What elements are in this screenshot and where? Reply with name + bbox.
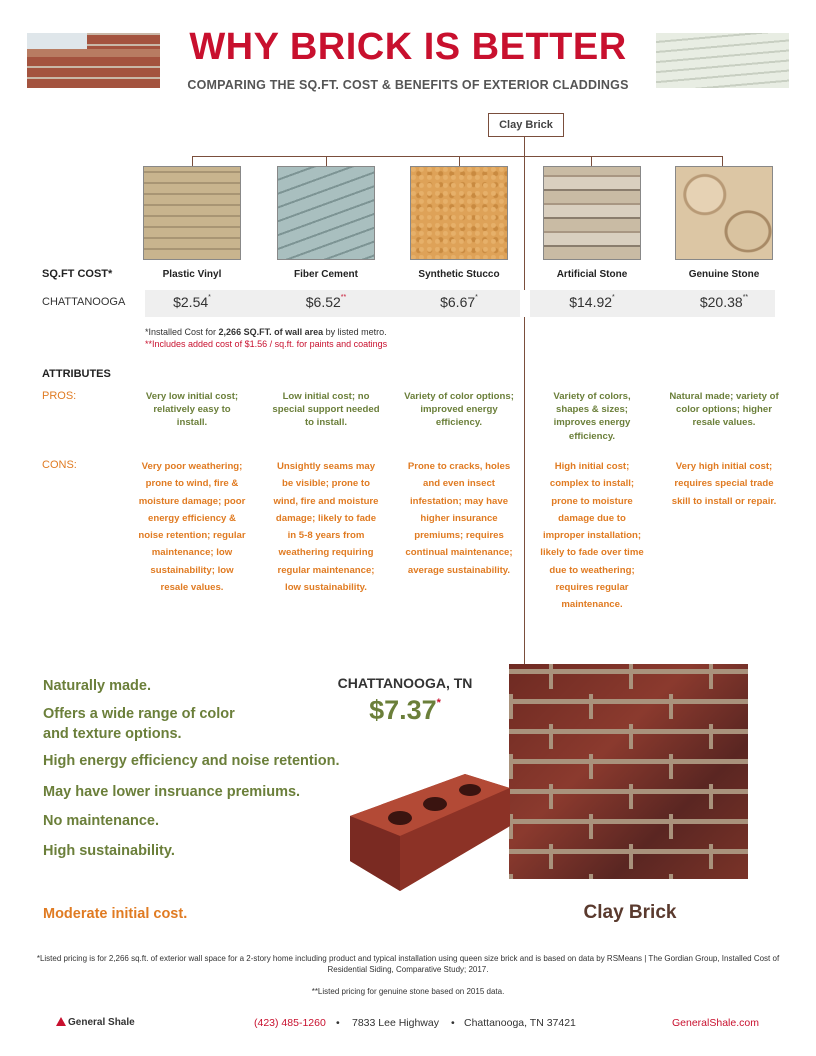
column-header: Artificial Stone [556, 269, 628, 280]
attributes-heading: ATTRIBUTES [42, 368, 111, 380]
tree-drop-2 [326, 156, 327, 166]
fiber-cement-swatch [277, 166, 375, 260]
clay-brick-label: Clay Brick [583, 902, 677, 923]
benefit-item: High energy efficiency and noise retention. [43, 753, 340, 769]
artificial-stone-swatch [543, 166, 641, 260]
tree-drop-1 [192, 156, 193, 166]
price-value: $20.38 [699, 294, 743, 310]
synthetic-stucco-swatch [410, 166, 508, 260]
brick-city: CHATTANOOGA, TN [337, 675, 473, 691]
single-brick-illustration [345, 766, 510, 896]
pros-text: Variety of colors, shapes & sizes; improves energy efficiency. [553, 391, 631, 442]
cons-text: Very poor weathering; prone to wind, fire & moisture damage; poor energy efficiency & noise retention; regular maintenance; low sustainability; low resale values. [138, 461, 246, 594]
brick-price-value: $7.37 [369, 695, 437, 725]
tree-vertical-main [524, 137, 525, 664]
cons-text: Unsightly seams may be visible; prone to wind, fire and moisture damage; likely to fade in 5-8 years from weathering requiring regular maintenance; low sustainability. [273, 461, 379, 594]
column-header: Fiber Cement [294, 269, 358, 280]
price-value: $2.54 [173, 294, 209, 310]
price-mark: ** [742, 294, 749, 301]
pros-text: Low initial cost; no special support needed to install. [272, 391, 380, 429]
benefit-item: No maintenance. [43, 813, 160, 829]
benefit-item: Naturally made. [43, 678, 151, 694]
footnote-stone: **Listed pricing for genuine stone based on 2015 data. [311, 987, 505, 996]
price-mark: ** [340, 294, 347, 301]
installed-cost-note [145, 327, 387, 337]
tree-drop-3 [459, 156, 460, 166]
footer-website[interactable]: GeneralShale.com [672, 1017, 759, 1029]
price-mark: * [475, 294, 478, 301]
column-header: Genuine Stone [688, 269, 760, 280]
cost-note: Moderate initial cost. [43, 906, 188, 922]
price-cell [261, 294, 391, 310]
price-cell [127, 294, 257, 310]
brick-price [320, 695, 490, 726]
pros-text: Variety of color options; improved energy efficiency. [404, 391, 514, 429]
logo-text: General Shale [68, 1017, 135, 1028]
plastic-vinyl-swatch [143, 166, 241, 260]
pros-label: PROS: [42, 390, 77, 402]
cons-label: CONS: [42, 459, 77, 471]
bullet-separator: • [451, 1017, 455, 1029]
brick-wall-photo [509, 664, 748, 879]
benefit-item: May have lower insruance premiums. [43, 784, 301, 800]
page-subtitle: COMPARING THE SQ.FT. COST & BENEFITS OF EXTERIOR CLADDINGS [187, 78, 629, 92]
cons-text: Very high initial cost; requires special trade skill to install or repair. [671, 461, 777, 507]
price-cell [394, 294, 524, 310]
genuine-stone-swatch [675, 166, 773, 260]
benefit-item: High sustainability. [43, 843, 175, 859]
footer-phone[interactable]: (423) 485-1260 [254, 1017, 326, 1029]
note-suffix: by listed metro. [323, 327, 387, 337]
page-title: WHY BRICK IS BETTER [189, 26, 627, 68]
footnote-pricing: *Listed pricing is for 2,266 sq.ft. of exterior wall space for a 2-story home including product and typical installation using queen size brick and is based on data by RSMeans | The Gordian Group, Installed Cost of Residential Siding, Comparative Study; 2017. [36, 954, 780, 974]
tree-drop-5 [722, 156, 723, 166]
note-bold: 2,266 SQ.FT. of wall area [218, 327, 324, 337]
general-shale-logo [56, 1017, 135, 1028]
cons-text: Prone to cracks, holes and even insect infestation; may have higher insurance premiums; requires continual maintenance; average sustainability. [405, 461, 513, 576]
bullet-separator: • [336, 1017, 340, 1029]
column-header: Plastic Vinyl [162, 269, 222, 280]
sqft-cost-label: SQ.FT COST* [42, 268, 113, 280]
price-mark: * [208, 294, 211, 301]
metro-label: CHATTANOOGA [42, 296, 126, 308]
note-prefix: *Installed Cost for [145, 327, 219, 337]
paint-cost-note: **Includes added cost of $1.56 / sq.ft. for paints and coatings [145, 339, 388, 349]
price-value: $14.92 [569, 294, 613, 310]
cons-text: High initial cost; complex to install; prone to moisture damage due to improper installation; likely to fade over time due to weathering; requires regular maintenance. [540, 461, 644, 611]
pros-text: Natural made; variety of color options; higher resale values. [669, 391, 779, 429]
benefit-item: Offers a wide range of color and texture options. [43, 706, 235, 742]
brick-price-mark: * [436, 697, 441, 709]
clay-brick-tree-root: Clay Brick [488, 113, 564, 137]
pros-text: Very low initial cost; relatively easy to install. [145, 391, 239, 429]
price-cell [527, 294, 657, 310]
column-header: Synthetic Stucco [418, 269, 500, 280]
price-value: $6.67 [440, 294, 476, 310]
logo-mark-icon [56, 1017, 66, 1026]
tree-horizontal [192, 156, 723, 157]
price-value: $6.52 [305, 294, 341, 310]
price-mark: * [612, 294, 615, 301]
footer-address: 7833 Lee Highway [352, 1017, 439, 1029]
price-cell [659, 294, 789, 310]
footer-city: Chattanooga, TN 37421 [464, 1017, 576, 1029]
tree-drop-4 [591, 156, 592, 166]
